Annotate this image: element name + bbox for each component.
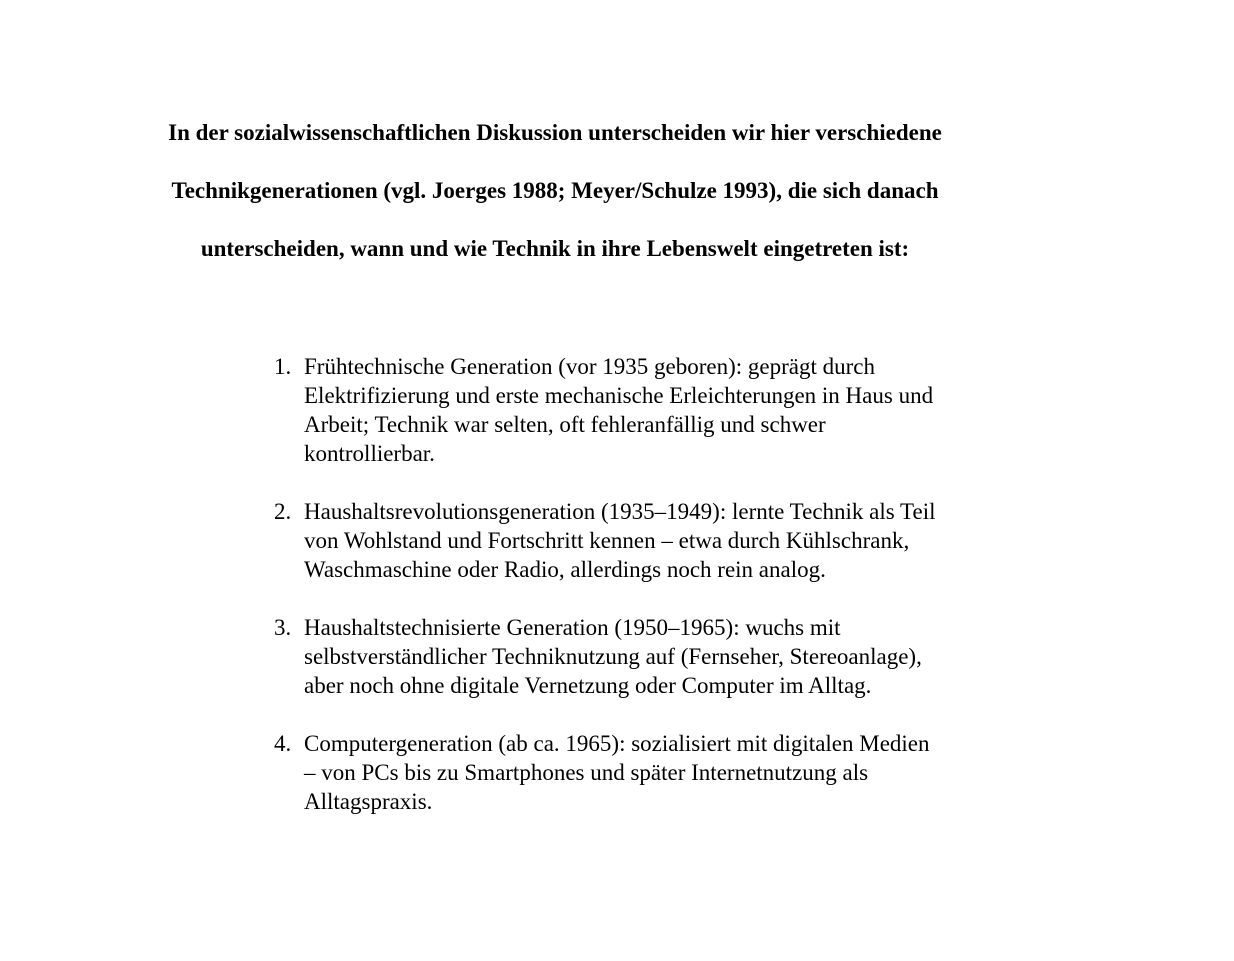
heading-line: Technikgenerationen (vgl. Joerges 1988; Meyer/Schulze 1993), die sich danach [171,178,939,203]
heading-line: unterscheiden, wann und wie Technik in ihre Lebenswelt eingetreten ist: [200,236,910,261]
text-line: Haushaltsrevolutionsgeneration (1935–1949): lernte Technik als Teil [304,499,936,524]
text-line: selbstverständlicher Techniknutzung auf (Fernseher, Stereoanlage), [304,644,922,669]
heading-line: In der sozialwissenschaftlichen Diskussion unterscheiden wir hier verschiedene [168,120,942,145]
list-number: 2. [274,499,292,524]
text-line: Arbeit; Technik war selten, oft fehleranfällig und schwer [304,412,826,437]
intro-heading [0,104,1110,278]
text-line: aber noch ohne digitale Vernetzung oder Computer im Alltag. [304,673,872,698]
list-item-text [304,613,994,700]
text-line: Frühtechnische Generation (vor 1935 geboren): geprägt durch [304,354,875,379]
list-item [274,613,994,700]
list-item-text [304,729,994,816]
list-number: 4. [274,731,292,756]
generation-list [274,352,994,845]
text-line: Computergeneration (ab ca. 1965): sozialisiert mit digitalen Medien [304,731,930,756]
text-line: Alltagspraxis. [304,789,433,814]
text-line: von Wohlstand und Fortschritt kennen – etwa durch Kühlschrank, [304,528,910,553]
text-line: Elektrifizierung und erste mechanische Erleichterungen in Haus und [304,383,934,408]
text-line: kontrollierbar. [304,441,435,466]
text-line: – von PCs bis zu Smartphones und später Internetnutzung als [304,760,869,785]
list-item-text [304,497,994,584]
list-item [274,729,994,816]
list-item-text [304,352,994,468]
list-number: 1. [274,354,292,379]
list-item [274,352,994,468]
list-item [274,497,994,584]
list-number: 3. [274,615,292,640]
text-line: Waschmaschine oder Radio, allerdings noch rein analog. [304,557,826,582]
text-line: Haushaltstechnisierte Generation (1950–1965): wuchs mit [304,615,841,640]
